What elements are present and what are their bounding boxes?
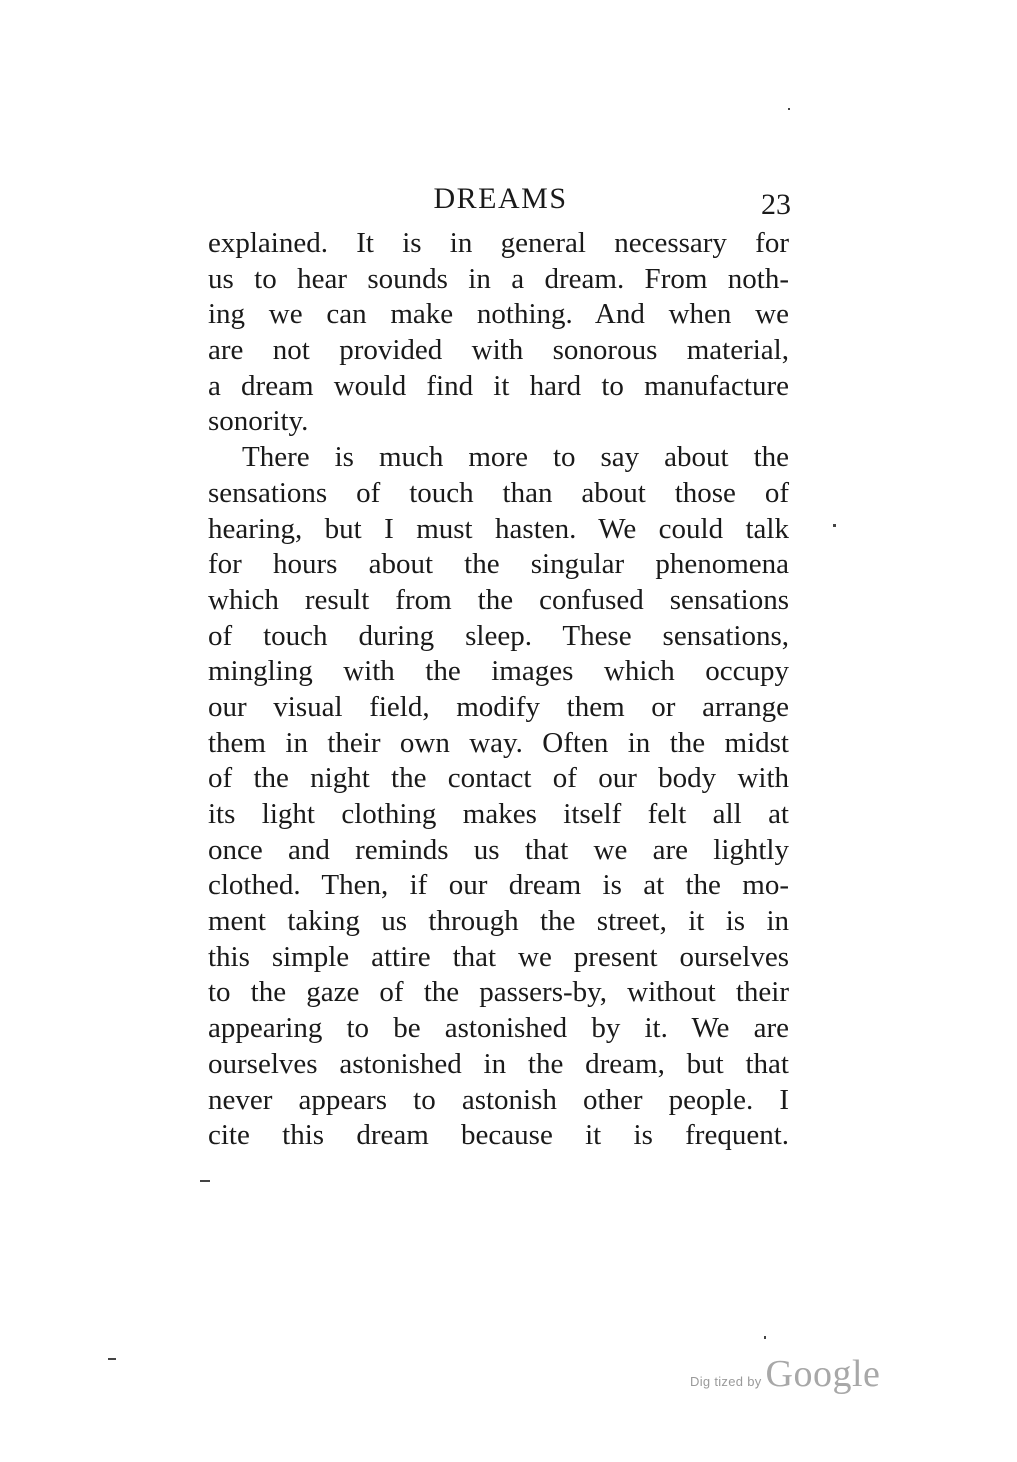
- text-line: clothed. Then, if our dream is at the mo-: [208, 869, 789, 902]
- text-line: mingling with the images which occupy: [208, 655, 789, 688]
- text-line: sensations of touch than about those of: [208, 476, 789, 509]
- text-line: us to hear sounds in a dream. From noth-: [208, 262, 789, 295]
- text-line: to the gaze of the passers-by, without their: [208, 976, 789, 1009]
- text-line: appearing to be astonished by it. We are: [208, 1012, 789, 1045]
- text-line: them in their own way. Often in the midst: [208, 726, 789, 759]
- text-line: ing we can make nothing. And when we: [208, 298, 789, 331]
- digitized-watermark: [690, 1352, 881, 1395]
- scan-speck: [788, 108, 790, 110]
- text-line: are not provided with sonorous material,: [208, 334, 789, 367]
- scan-speck: [764, 1336, 766, 1339]
- text-line: our visual field, modify them or arrange: [208, 690, 789, 723]
- text-line: never appears to astonish other people. I: [208, 1083, 789, 1116]
- text-line: its light clothing makes itself felt all at: [208, 798, 789, 830]
- text-line: of the night the contact of our body with: [208, 762, 789, 795]
- running-title: DREAMS: [433, 182, 568, 215]
- text-line: cite this dream because it is frequent.: [208, 1119, 789, 1152]
- google-logo: Google: [765, 1353, 881, 1395]
- text-line: explained. It is in general necessary for: [208, 227, 789, 259]
- text-line: ourselves astonished in the dream, but that: [208, 1047, 789, 1080]
- text-line: once and reminds us that we are lightly: [208, 833, 789, 866]
- text-line: a dream would find it hard to manufacture: [208, 369, 789, 402]
- scan-speck: [200, 1180, 210, 1182]
- scan-speck: [108, 1358, 116, 1360]
- text-line: this simple attire that we present ourselves: [208, 940, 789, 973]
- scan-speck: [833, 524, 836, 527]
- text-line: which result from the confused sensations: [208, 583, 789, 616]
- running-head: [208, 180, 793, 224]
- text-line: sonority.: [208, 405, 309, 438]
- body-text: [208, 226, 789, 1154]
- text-line: ment taking us through the street, it is in: [208, 905, 789, 938]
- text-line: hearing, but I must hasten. We could talk: [208, 512, 789, 545]
- watermark-prefix: Dig tized by: [690, 1374, 762, 1389]
- text-line: of touch during sleep. These sensations,: [208, 619, 789, 652]
- text-line: There is much more to say about the: [242, 441, 789, 474]
- page-number: 23: [761, 188, 791, 221]
- text-line: for hours about the singular phenomena: [208, 548, 789, 581]
